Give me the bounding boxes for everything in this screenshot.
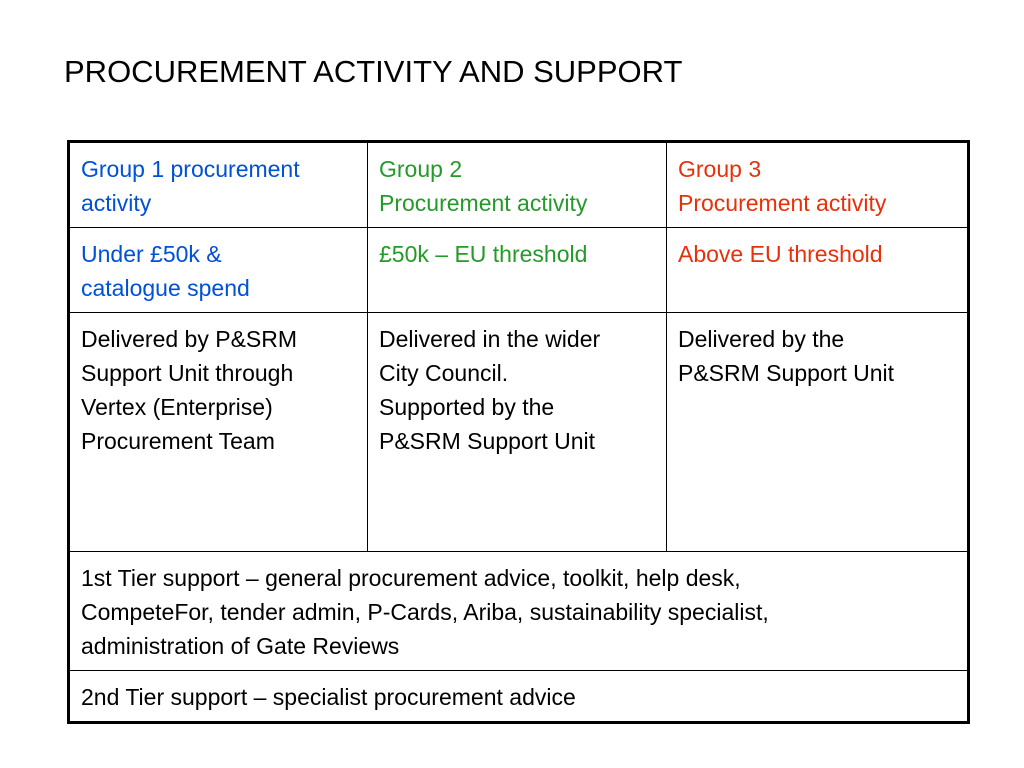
group-3-header-line-1: Group 3 (678, 156, 762, 182)
group-3-delivery-line-1: Delivered by the (678, 326, 845, 352)
group-1-header-line-2: activity (81, 190, 152, 216)
group-2-header-line-1: Group 2 (379, 156, 463, 182)
first-tier-support-line-2: CompeteFor, tender admin, P-Cards, Ariba, sustainability specialist, (81, 599, 769, 625)
table-row-first-tier-support (69, 552, 969, 671)
group-2-delivery-cell (368, 313, 667, 552)
group-1-delivery-line-1: Delivered by P&SRM (81, 326, 298, 352)
table-row-delivery (69, 313, 969, 552)
group-2-delivery-line-2: City Council. (379, 360, 509, 386)
group-3-delivery-cell (667, 313, 969, 552)
group-3-spend-line-1: Above EU threshold (678, 241, 883, 267)
group-2-header-line-2: Procurement activity (379, 190, 588, 216)
group-2-spend-cell (368, 228, 667, 313)
table-row-second-tier-support (69, 671, 969, 723)
group-2-delivery-line-3: Supported by the (379, 394, 555, 420)
group-3-spend-cell (667, 228, 969, 313)
group-2-delivery-line-4: P&SRM Support Unit (379, 428, 596, 454)
group-1-delivery-cell (69, 313, 368, 552)
group-1-header-line-1: Group 1 procurement (81, 156, 300, 182)
group-1-spend-line-2: catalogue spend (81, 275, 250, 301)
group-1-delivery-line-3: Vertex (Enterprise) (81, 394, 273, 420)
group-1-delivery-line-4: Procurement Team (81, 428, 275, 454)
slide-title: PROCUREMENT ACTIVITY AND SUPPORT (64, 54, 683, 89)
group-1-header-cell (69, 142, 368, 228)
group-1-spend-line-1: Under £50k & (81, 241, 222, 267)
table-row-group-headers (69, 142, 969, 228)
group-2-spend-line-1: £50k – EU threshold (379, 241, 588, 267)
group-2-delivery-line-1: Delivered in the wider (379, 326, 601, 352)
group-2-header-cell (368, 142, 667, 228)
group-1-delivery-line-2: Support Unit through (81, 360, 294, 386)
procurement-table (67, 140, 970, 724)
group-3-delivery-line-2: P&SRM Support Unit (678, 360, 895, 386)
group-3-header-line-2: Procurement activity (678, 190, 887, 216)
group-1-spend-cell (69, 228, 368, 313)
table-row-spend-thresholds (69, 228, 969, 313)
first-tier-support-cell (69, 552, 969, 671)
group-3-header-cell (667, 142, 969, 228)
first-tier-support-line-1: 1st Tier support – general procurement advice, toolkit, help desk, (81, 565, 741, 591)
second-tier-support-cell: 2nd Tier support – specialist procurement advice (69, 671, 969, 723)
first-tier-support-line-3: administration of Gate Reviews (81, 633, 400, 659)
